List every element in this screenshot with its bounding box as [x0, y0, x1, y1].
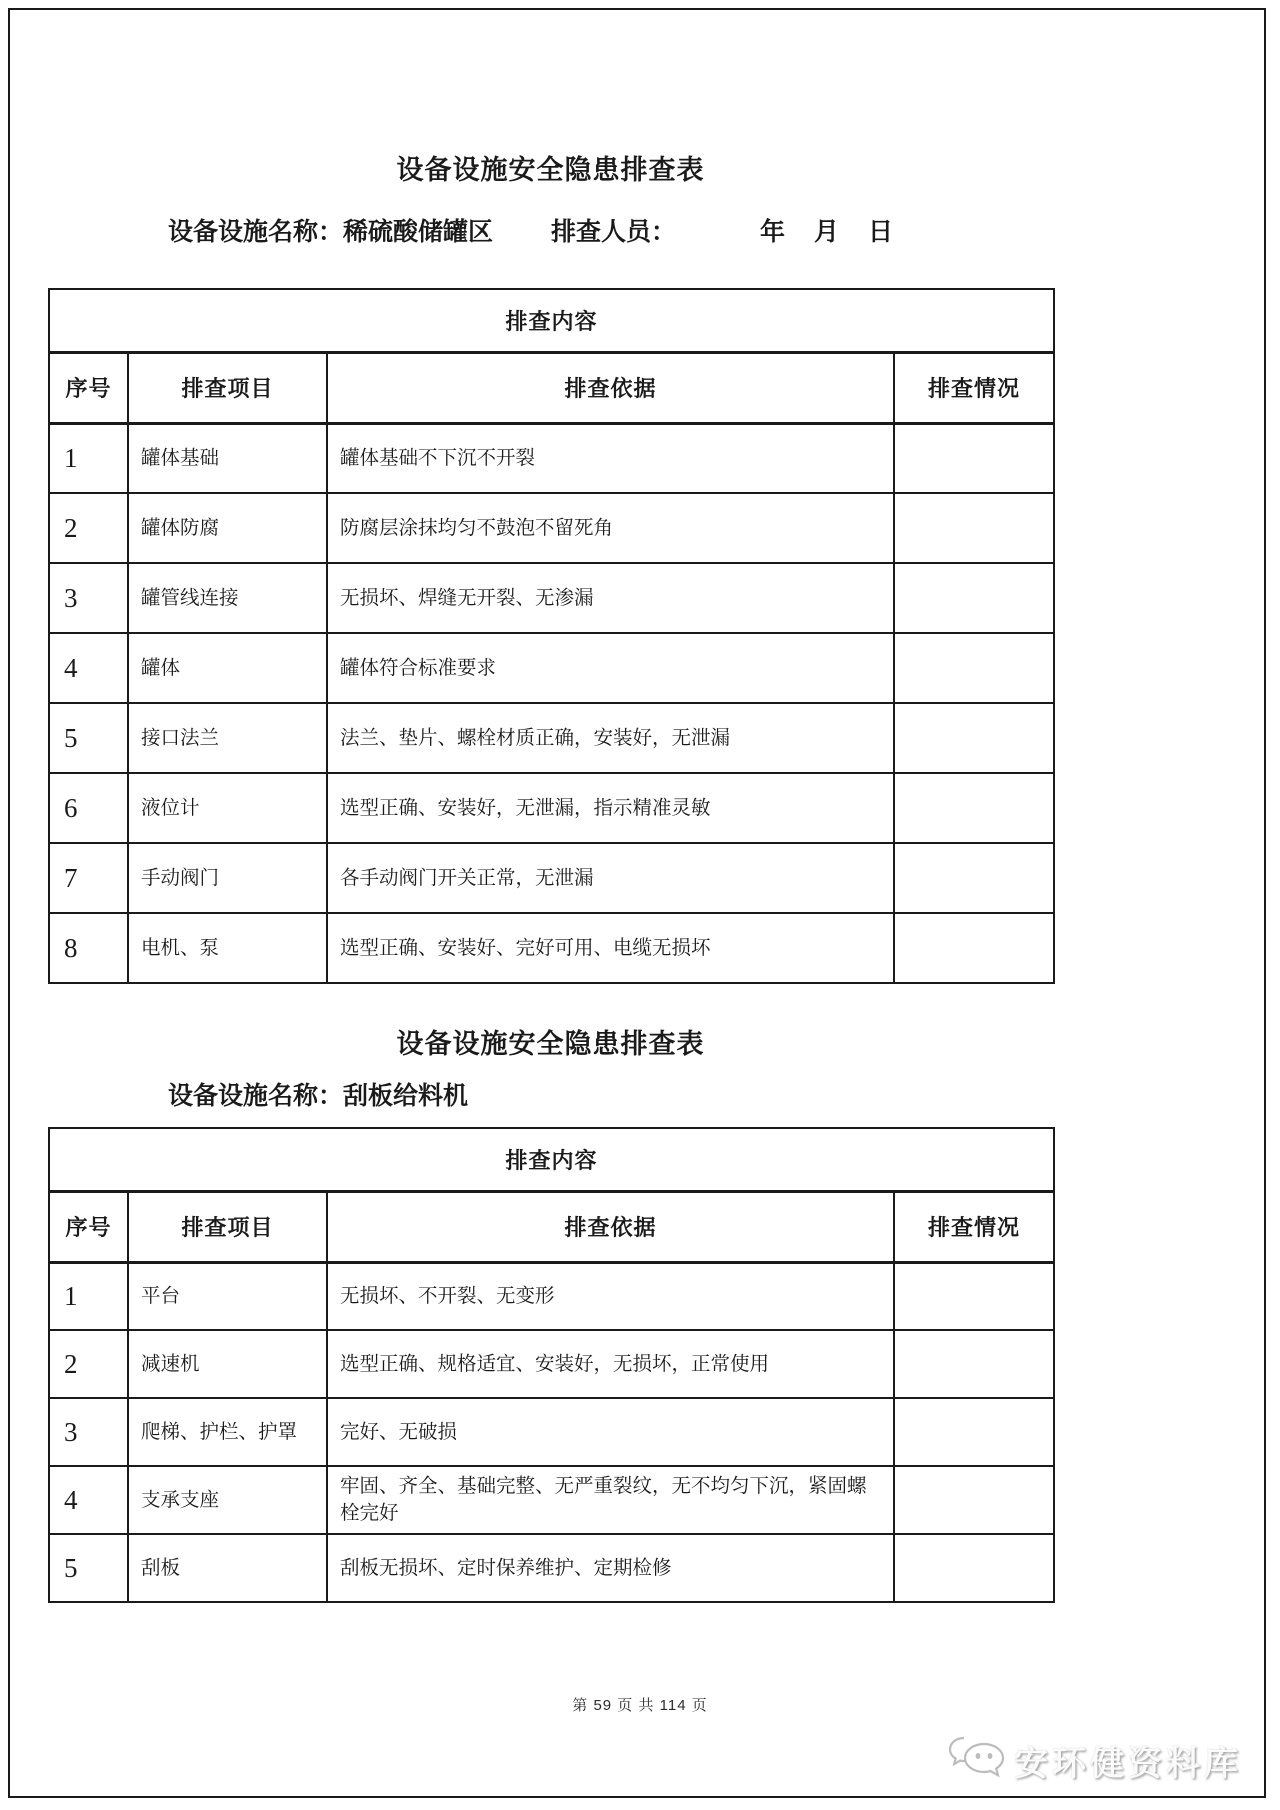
inspection-basis: 选型正确、规格适宜、安装好，无损坏，正常使用	[327, 1330, 894, 1398]
table-row	[49, 913, 1054, 983]
inspection-status	[894, 703, 1054, 773]
document-subtitle-1	[168, 212, 895, 248]
inspection-basis: 无损坏、焊缝无开裂、无渗漏	[327, 563, 894, 633]
inspection-status	[894, 423, 1054, 493]
table-row	[49, 1534, 1054, 1602]
inspection-basis: 法兰、垫片、螺栓材质正确，安装好，无泄漏	[327, 703, 894, 773]
equipment-name-value: 刮板给料机	[343, 1083, 469, 1110]
table-row	[49, 843, 1054, 913]
inspection-basis: 选型正确、安装好、完好可用、电缆无损坏	[327, 913, 894, 983]
span-header-row	[49, 289, 1054, 352]
inspection-item: 罐体基础	[128, 423, 327, 493]
column-header-item: 排查项目	[128, 352, 327, 423]
column-header-status: 排查情况	[894, 1191, 1054, 1262]
inspection-status	[894, 913, 1054, 983]
row-number: 3	[49, 563, 128, 633]
span-header: 排查内容	[49, 1128, 1054, 1191]
inspection-basis: 各手动阀门开关正常，无泄漏	[327, 843, 894, 913]
inspection-item: 减速机	[128, 1330, 327, 1398]
inspection-item: 接口法兰	[128, 703, 327, 773]
inspection-item: 罐管线连接	[128, 563, 327, 633]
equipment-name-value: 稀硫酸储罐区	[343, 219, 494, 246]
inspection-basis: 选型正确、安装好，无泄漏，指示精准灵敏	[327, 773, 894, 843]
span-header-row	[49, 1128, 1054, 1191]
inspection-item: 平台	[128, 1262, 327, 1330]
table-row	[49, 1398, 1054, 1466]
row-number: 8	[49, 913, 128, 983]
table-row	[49, 773, 1054, 843]
watermark	[948, 1734, 1242, 1787]
table-row	[49, 493, 1054, 563]
column-header-basis: 排查依据	[327, 352, 894, 423]
row-number: 2	[49, 493, 128, 563]
inspection-status	[894, 633, 1054, 703]
document-subtitle-2	[168, 1076, 468, 1112]
row-number: 4	[49, 1466, 128, 1534]
inspection-basis: 罐体基础不下沉不开裂	[327, 423, 894, 493]
inspection-basis: 刮板无损坏、定时保养维护、定期检修	[327, 1534, 894, 1602]
row-number: 1	[49, 423, 128, 493]
inspection-status	[894, 1398, 1054, 1466]
inspection-table-1	[48, 288, 1055, 984]
inspection-item: 罐体防腐	[128, 493, 327, 563]
row-number: 5	[49, 1534, 128, 1602]
table-row	[49, 563, 1054, 633]
row-number: 4	[49, 633, 128, 703]
inspection-status	[894, 563, 1054, 633]
table-row	[49, 633, 1054, 703]
inspection-item: 刮板	[128, 1534, 327, 1602]
column-header-item: 排查项目	[128, 1191, 327, 1262]
document-title-1: 设备设施安全隐患排查表	[396, 155, 705, 185]
row-number: 1	[49, 1262, 128, 1330]
table-row	[49, 1330, 1054, 1398]
inspection-item: 电机、泵	[128, 913, 327, 983]
row-number: 6	[49, 773, 128, 843]
table-row	[49, 1262, 1054, 1330]
inspection-basis: 罐体符合标准要求	[327, 633, 894, 703]
chat-bubbles-icon	[948, 1734, 1006, 1787]
inspection-status	[894, 1534, 1054, 1602]
inspection-basis: 完好、无破损	[327, 1398, 894, 1466]
page-number-footer: 第 59 页 共 114 页	[572, 1697, 708, 1714]
table-row	[49, 1466, 1054, 1534]
column-header-no: 序号	[49, 352, 128, 423]
inspection-status	[894, 773, 1054, 843]
inspection-basis: 防腐层涂抹均匀不鼓泡不留死角	[327, 493, 894, 563]
inspection-item: 爬梯、护栏、护罩	[128, 1398, 327, 1466]
inspection-item: 罐体	[128, 633, 327, 703]
inspection-status	[894, 1262, 1054, 1330]
inspection-basis: 牢固、齐全、基础完整、无严重裂纹，无不均匀下沉，紧固螺栓完好	[327, 1466, 894, 1534]
row-number: 3	[49, 1398, 128, 1466]
inspection-item: 支承支座	[128, 1466, 327, 1534]
column-header-no: 序号	[49, 1191, 128, 1262]
inspection-item: 液位计	[128, 773, 327, 843]
document-title-2: 设备设施安全隐患排查表	[396, 1029, 705, 1059]
row-number: 5	[49, 703, 128, 773]
column-header-row	[49, 1191, 1054, 1262]
table-row	[49, 423, 1054, 493]
inspection-status	[894, 493, 1054, 563]
watermark-label: 安环健资料库	[1014, 1745, 1242, 1783]
row-number: 7	[49, 843, 128, 913]
inspection-status	[894, 843, 1054, 913]
row-number: 2	[49, 1330, 128, 1398]
inspector-label: 排查人员：	[551, 219, 677, 246]
column-header-status: 排查情况	[894, 352, 1054, 423]
span-header: 排查内容	[49, 289, 1054, 352]
equipment-name-label: 设备设施名称：	[168, 219, 344, 246]
inspection-status	[894, 1466, 1054, 1534]
inspection-table-2	[48, 1127, 1055, 1603]
inspection-basis: 无损坏、不开裂、无变形	[327, 1262, 894, 1330]
column-header-basis: 排查依据	[327, 1191, 894, 1262]
inspection-item: 手动阀门	[128, 843, 327, 913]
inspection-status	[894, 1330, 1054, 1398]
equipment-name-label: 设备设施名称：	[168, 1083, 344, 1110]
table-row	[49, 703, 1054, 773]
column-header-row	[49, 352, 1054, 423]
date-label: 年 月 日	[760, 219, 896, 246]
